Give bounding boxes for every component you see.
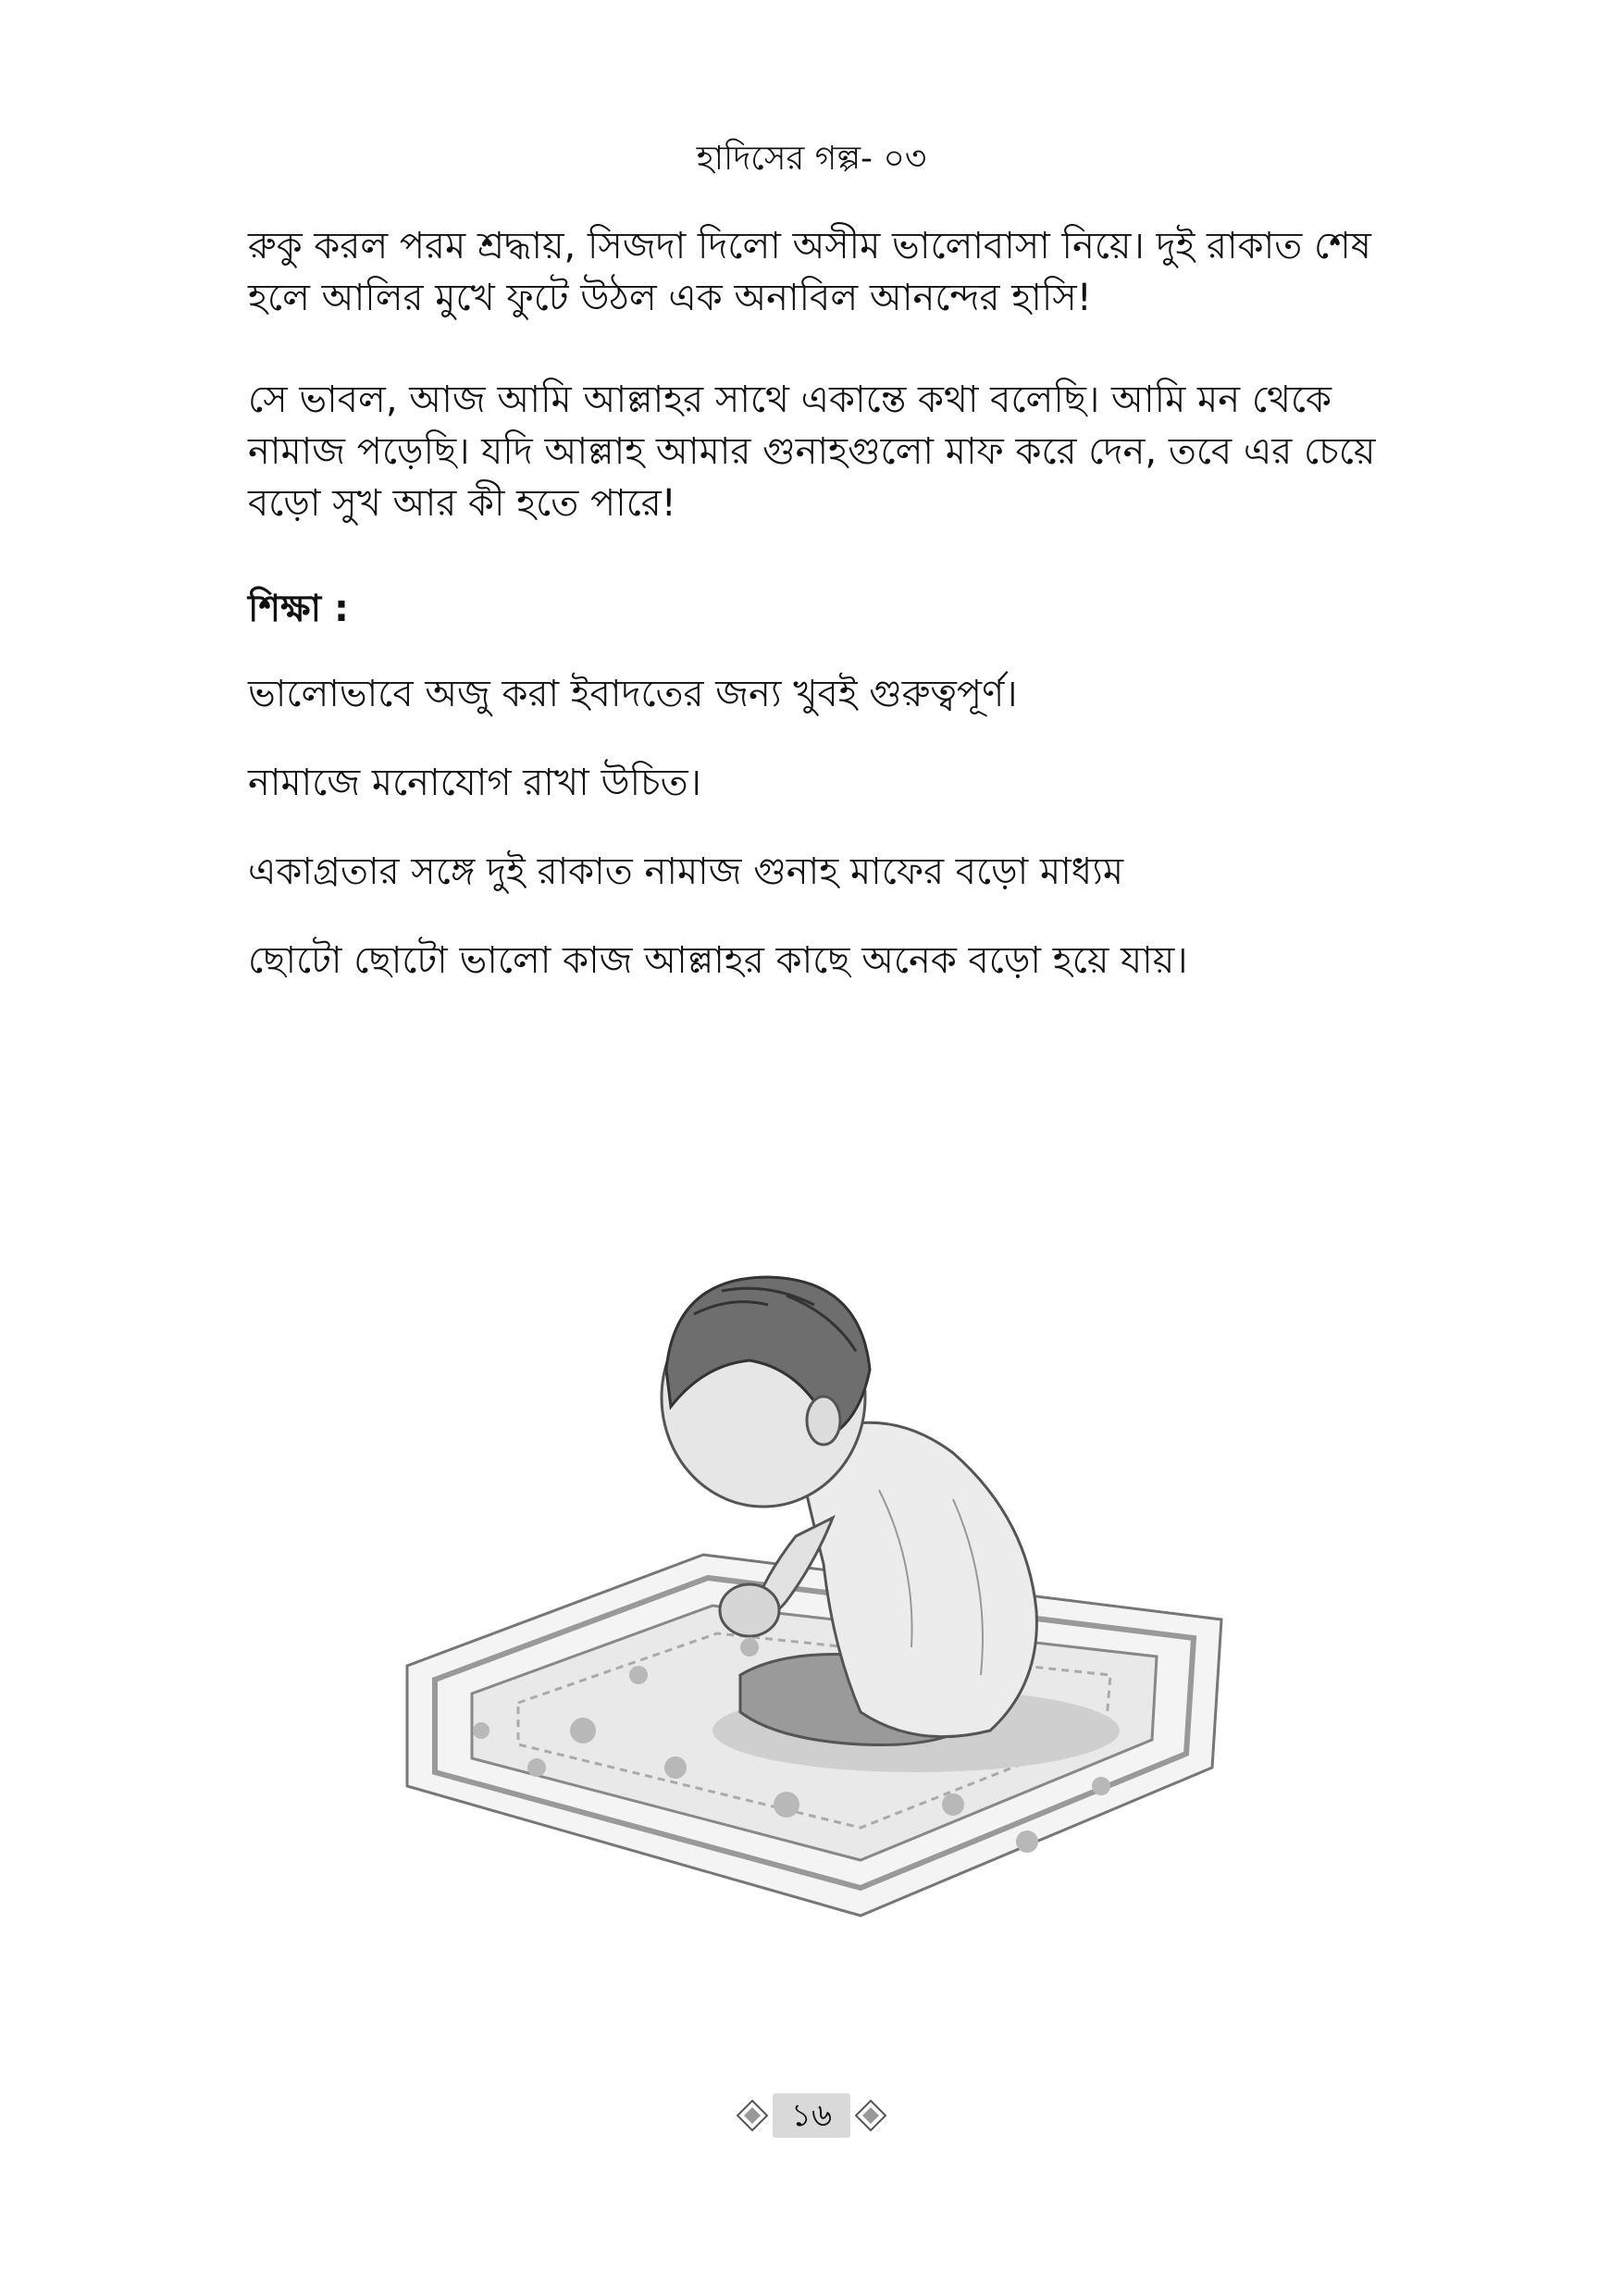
- lesson-point-1: ভালোভাবে অজু করা ইবাদতের জন্য খুবই গুরুত্বপূর্ণ।: [248, 673, 1018, 715]
- story-paragraph-2: সে ভাবল, আজ আমি আল্লাহর সাথে একান্তে কথা বলেছি। আমি মন থেকে নামাজ পড়েছি। যদি আল্লাহ আমার গুনাহগুলো মাফ করে দেন, তবে এর চেয়ে বড়ো সুখ আর কী হতে পারে!: [248, 379, 1376, 525]
- page-number: ১৬: [773, 2093, 850, 2138]
- lesson-point-3: একাগ্রতার সঙ্গে দুই রাকাত নামাজ গুনাহ মাফের বড়ো মাধ্যম: [248, 850, 1124, 893]
- praying-child-illustration: [398, 1212, 1231, 1925]
- lesson-point-2: নামাজে মনোযোগ রাখা উচিত।: [248, 762, 701, 804]
- story-paragraph-1: রুকু করল পরম শ্রদ্ধায়, সিজদা দিলো অসীম ভালোবাসা নিয়ে। দুই রাকাত শেষ হলে আলির মুখে ফুটে উঠল এক অনাবিল আনন্দের হাসি!: [248, 225, 1371, 319]
- lesson-heading: শিক্ষা :: [248, 588, 350, 630]
- lesson-point-4: ছোটো ছোটো ভালো কাজ আল্লাহর কাছে অনেক বড়ো হয়ে যায়।: [248, 939, 1188, 982]
- ornament-right-icon: [854, 2099, 887, 2132]
- ornament-left-icon: [736, 2099, 769, 2132]
- page-number-box: [736, 2093, 887, 2138]
- running-header: হাদিসের গল্প- ০৩: [696, 140, 927, 178]
- page-footer: [0, 2093, 1623, 2138]
